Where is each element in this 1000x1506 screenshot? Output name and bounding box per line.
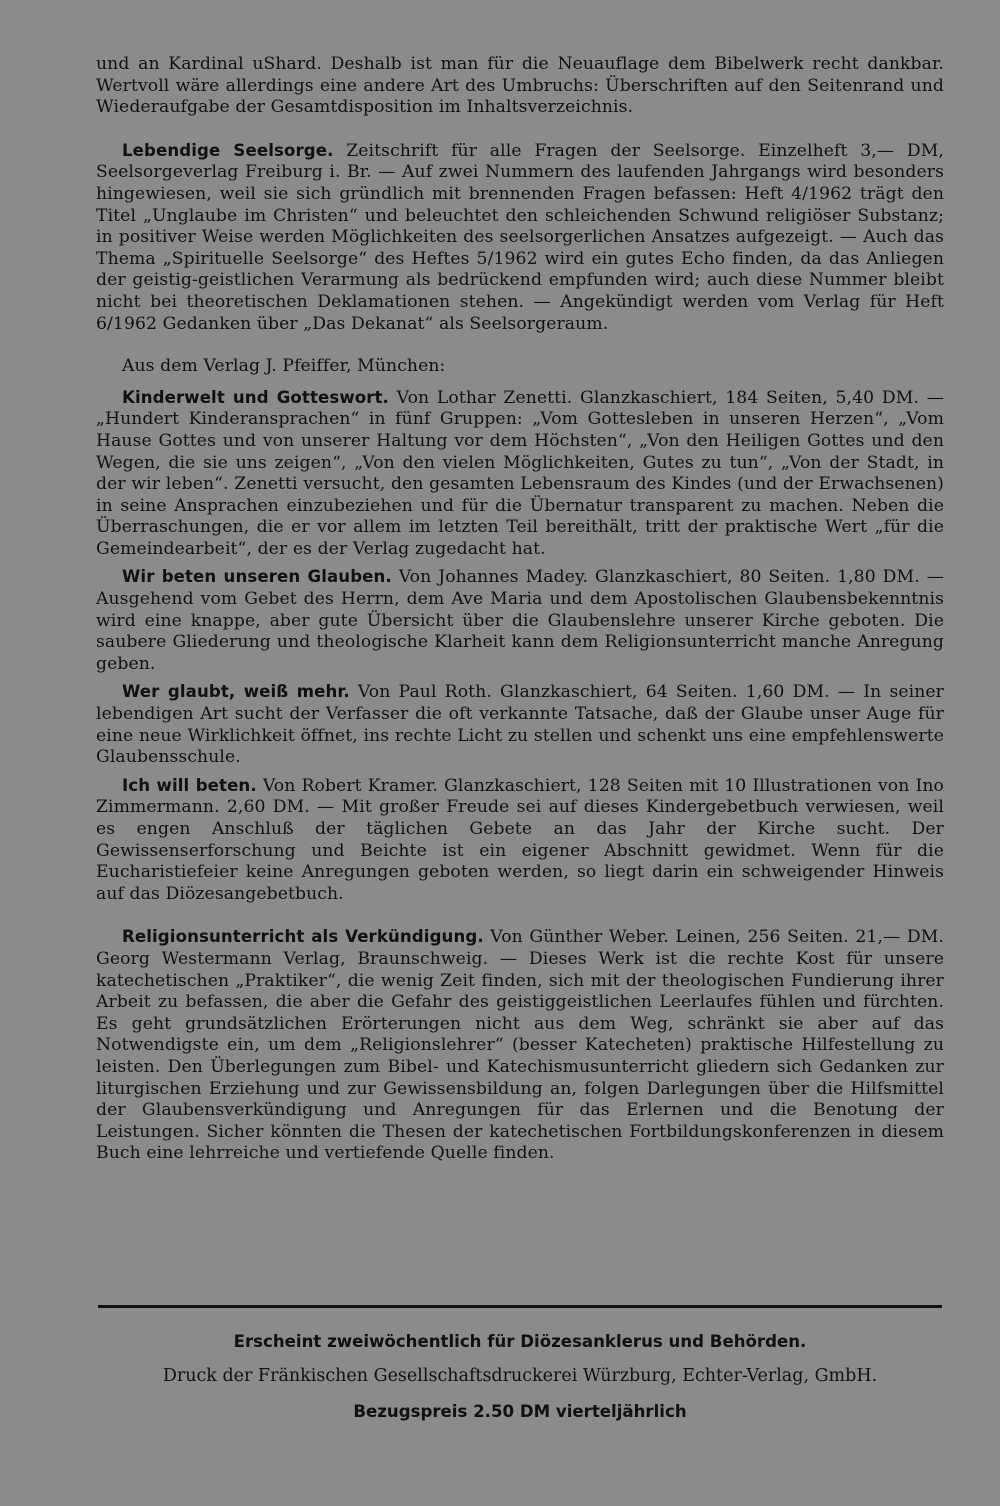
publisher-heading: Aus dem Verlag J. Pfeiffer, München: xyxy=(122,356,446,377)
intro-paragraph xyxy=(96,54,944,119)
colophon-price: Bezugspreis 2.50 DM vierteljährlich xyxy=(353,1402,687,1421)
intro-text: und an Kardinal uShard. Deshalb ist man für die Neuauflage dem Bibelwerk recht dankbar. Wertvoll wäre allerdings eine andere Art des Umbruchs: Überschriften auf den Seitenrand und Wiederaufgabe der Gesamtdisposition im Inhaltsverzeichnis. xyxy=(96,54,944,118)
review-wer-glaubt xyxy=(96,681,944,768)
colophon-frequency: Erscheint zweiwöchentlich für Diözesanklerus und Behörden. xyxy=(233,1332,807,1351)
colophon xyxy=(96,1330,944,1435)
review-text: Von Lothar Zenetti. Glanzkaschiert, 184 Seiten, 5,40 DM. — „Hundert Kinderansprachen“ in fünf Gruppen: „Vom Gottesleben in unseren Herzen“, „Vom Hause Gottes und von unserer Haltung vor dem Höchsten“, „Von den Heiligen Gottes und den Wegen, die sie uns zeigen“, „Von den vielen Möglichkeiten, Gutes zu tun“, „Von der Stadt, in der wir leben“. Zenetti versucht, den gesamten Lebensraum des Kindes (und der Erwachsenen) in seine Ansprachen einzubeziehen und für die Übernatur transparent zu machen. Neben die Überraschungen, die er vor allem im letzten Teil bereithält, tritt der praktische Wert „für die Gemeindearbeit“, der es der Verlag zugedacht hat. xyxy=(96,387,944,559)
review-text: Von Günther Weber. Leinen, 256 Seiten. 21,— DM. Georg Westermann Verlag, Braunschweig. — Dieses Werk ist die rechte Kost für unsere katechetischen „Praktiker“, die wenig Zeit finden, sich mit der theologischen Fundierung ihrer Arbeit zu befassen, die aber die Gefahr des geistiggeistlichen Leerlaufes fühlen und fürchten. Es geht grundsätzlichen Erörterungen nicht aus dem Weg, schränkt sie aber auf das Notwendigste ein, um dem „Religionslehrer“ (besser Katecheten) praktische Hilfestellung zu leisten. Den Überlegungen zum Bibel- und Katechismusunterricht gliedern sich Gedanken zur liturgischen Erziehung und zur Gewissensbildung an, folgen Darlegungen über die Hilfsmittel der Glaubensverkündigung und Anregungen für das Erlernen und die Benotung der Leistungen. Sicher könnten die Thesen der katechetischen Fortbildungskonferenzen in diesem Buch eine lehrreiche und vertiefende Quelle finden. xyxy=(96,927,944,1164)
review-text: Zeitschrift für alle Fragen der Seelsorge. Einzelheft 3,— DM, Seelsorgeverlag Freiburg i. Br. — Auf zwei Nummern des laufenden Jahrgangs wird besonders hingewiesen, weil sie sich gründlich mit brennenden Fragen befassen: Heft 4/1962 trägt den Titel „Unglaube im Christen“ und beleuchtet den schleichenden Schwund religiöser Substanz; in positiver Weise werden Möglichkeiten des seelsorgerlichen Ansatzes aufgezeigt. — Auch das Thema „Spirituelle Seelsorge“ des Heftes 5/1962 wird ein gutes Echo finden, da das Anliegen der geistig-geistlichen Verarmung als bedrückend empfunden wird; auch diese Nummer bleibt nicht bei theoretischen Deklamationen stehen. — Angekündigt werden vom Verlag für Heft 6/1962 Gedanken über „Das Dekanat“ als Seelsorgeraum. xyxy=(96,140,944,334)
review-title: Wir beten unseren Glauben. xyxy=(122,567,392,587)
review-text: Von Robert Kramer. Glanzkaschiert, 128 Seiten mit 10 Illustrationen von Ino Zimmermann. 2,60 DM. — Mit großer Freude sei auf dieses Kindergebetbuch verwiesen, weil es engen Anschluß der täglichen Gebete an das Jahr der Kirche sucht. Der Gewissenserforschung und Beichte ist ein eigener Abschnitt gewidmet. Wenn für die Eucharistiefeier keine Anregungen geboten werden, so liegt darin ein schweigender Hinweis auf das Diözesangebetbuch. xyxy=(96,775,944,904)
review-title: Ich will beten. xyxy=(122,775,257,795)
main-column xyxy=(96,54,944,1165)
review-religionsunterricht xyxy=(96,926,944,1165)
review-title: Religionsunterricht als Verkündigung. xyxy=(122,927,484,947)
review-title: Wer glaubt, weiß mehr. xyxy=(122,682,350,702)
review-text: Von Johannes Madey. Glanzkaschiert, 80 Seiten. 1,80 DM. — Ausgehend vom Gebet des Herrn, dem Ave Maria und dem Apostolischen Glaubensbekenntnis wird eine knappe, aber gute Übersicht über die Glaubenslehre unserer Kirche geboten. Die saubere Gliederung und theologische Klarheit kann dem Religionsunterricht manche Anregung geben. xyxy=(96,567,944,674)
review-lebendige-seelsorge xyxy=(96,140,944,335)
review-wir-beten xyxy=(96,566,944,675)
review-title: Lebendige Seelsorge. xyxy=(122,140,334,160)
review-ich-will-beten xyxy=(96,775,944,906)
review-title: Kinderwelt und Gotteswort. xyxy=(122,387,389,407)
colophon-printer: Druck der Fränkischen Gesellschaftsdruckerei Würzburg, Echter-Verlag, GmbH. xyxy=(162,1366,878,1386)
review-kinderwelt xyxy=(96,387,944,561)
review-text: Von Paul Roth. Glanzkaschiert, 64 Seiten. 1,60 DM. — In seiner lebendigen Art sucht der Verfasser die oft verkannte Tatsache, daß der Glaube unser Auge für eine neue Wirklichkeit öffnet, ins rechte Licht zu stellen und schenkt uns eine empfehlenswerte Glaubensschule. xyxy=(96,682,944,768)
footer-divider xyxy=(98,1305,942,1308)
